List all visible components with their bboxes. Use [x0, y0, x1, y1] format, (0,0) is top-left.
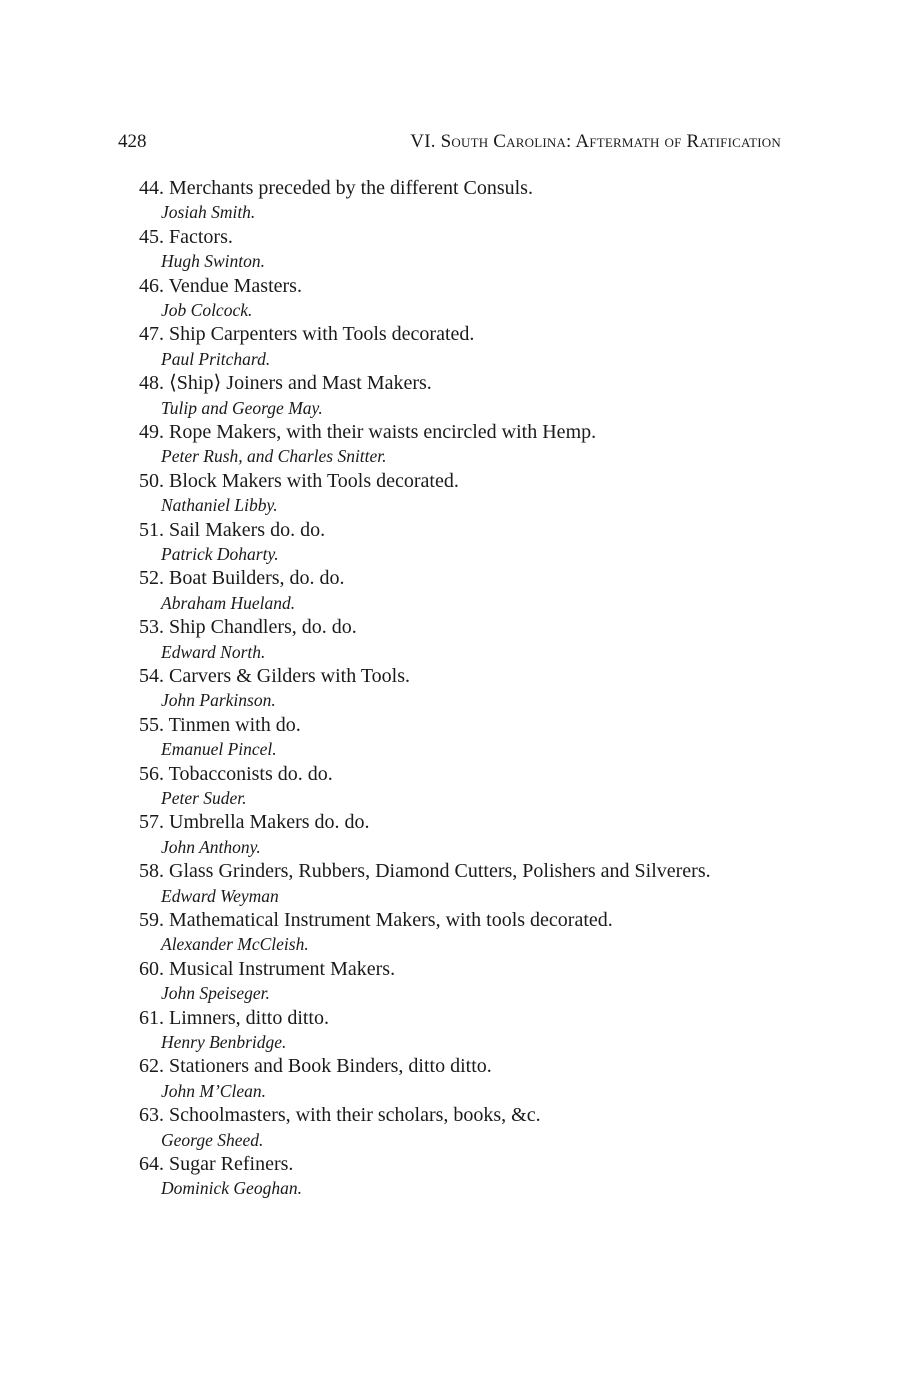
entry-person: Edward North.	[161, 641, 266, 662]
entry-text: 53. Ship Chandlers, do. do.	[139, 616, 357, 639]
page-header	[118, 128, 781, 156]
entry-person: Hugh Swinton.	[161, 251, 266, 272]
entry-text: 61. Limners, ditto ditto.	[139, 1006, 329, 1029]
list-item	[139, 420, 789, 469]
entry-person: John Anthony.	[161, 836, 261, 857]
entry-person: Job Colcock.	[161, 300, 253, 320]
entry-text: 44. Merchants preceded by the different Consuls.	[139, 177, 533, 199]
entry-text: 62. Stationers and Book Binders, ditto ditto.	[139, 1055, 492, 1078]
entry-text: 64. Sugar Refiners.	[139, 1152, 294, 1175]
list-item	[139, 225, 789, 274]
entry-text: 63. Schoolmasters, with their scholars, books, &c.	[139, 1104, 541, 1127]
page-number: 428	[118, 131, 147, 152]
entry-person: Peter Suder.	[161, 787, 247, 808]
list-item	[139, 1152, 789, 1201]
list-item	[139, 518, 789, 567]
list-item	[139, 615, 789, 664]
entry-text: 55. Tinmen with do.	[139, 713, 301, 736]
entry-text: 45. Factors.	[139, 225, 233, 248]
entry-person: Josiah Smith.	[161, 202, 256, 223]
entry-text: 54. Carvers & Gilders with Tools.	[139, 664, 410, 687]
list-item	[139, 859, 789, 908]
list-item	[139, 762, 789, 811]
entry-person: Abraham Hueland.	[161, 592, 296, 613]
running-head: VI. South Carolina: Aftermath of Ratification	[410, 131, 781, 152]
entry-text: 51. Sail Makers do. do.	[139, 518, 326, 541]
list-item	[139, 1054, 789, 1103]
entry-text: 56. Tobacconists do. do.	[139, 762, 333, 785]
entry-text: 52. Boat Builders, do. do.	[139, 567, 345, 590]
list-item	[139, 1006, 789, 1055]
list-item	[139, 469, 789, 518]
list-item	[139, 274, 789, 323]
list-item	[139, 713, 789, 762]
list-item	[139, 908, 789, 957]
entry-text: 47. Ship Carpenters with Tools decorated.	[139, 323, 475, 346]
entry-person: Dominick Geoghan.	[161, 1178, 302, 1199]
entry-text: 57. Umbrella Makers do. do.	[139, 811, 370, 834]
entry-person: Henry Benbridge.	[161, 1031, 287, 1052]
list-item	[139, 371, 789, 420]
entry-person: George Sheed.	[161, 1129, 264, 1150]
entry-person: Edward Weyman	[161, 885, 279, 906]
entry-text: 49. Rope Makers, with their waists encircled with Hemp.	[139, 420, 597, 443]
entry-person: Paul Pritchard.	[161, 348, 271, 369]
list-item	[139, 322, 789, 371]
list-item	[139, 664, 789, 713]
entry-person: John Speiseger.	[161, 983, 270, 1004]
entry-text: 46. Vendue Masters.	[139, 274, 302, 297]
entry-person: Patrick Doharty.	[161, 543, 279, 564]
entry-text: 59. Mathematical Instrument Makers, with tools decorated.	[139, 908, 613, 931]
entry-person: Emanuel Pincel.	[161, 739, 277, 760]
list-item	[139, 957, 789, 1006]
entry-text: 48. ⟨Ship⟩ Joiners and Mast Makers.	[139, 372, 432, 395]
entry-text: 50. Block Makers with Tools decorated.	[139, 469, 459, 492]
entry-text: 58. Glass Grinders, Rubbers, Diamond Cutters, Polishers and Silverers.	[139, 860, 711, 883]
entry-person: John M’Clean.	[161, 1080, 266, 1101]
entry-person: Nathaniel Libby.	[161, 495, 278, 516]
list-item	[139, 1103, 789, 1152]
list-item	[139, 176, 789, 225]
list-item	[139, 810, 789, 859]
procession-list	[139, 176, 789, 1201]
entry-text: 60. Musical Instrument Makers.	[139, 957, 396, 980]
list-item	[139, 566, 789, 615]
entry-person: Tulip and George May.	[161, 397, 323, 418]
entry-person: Peter Rush, and Charles Snitter.	[161, 446, 387, 467]
entry-person: John Parkinson.	[161, 690, 276, 711]
entry-person: Alexander McCleish.	[161, 934, 309, 955]
